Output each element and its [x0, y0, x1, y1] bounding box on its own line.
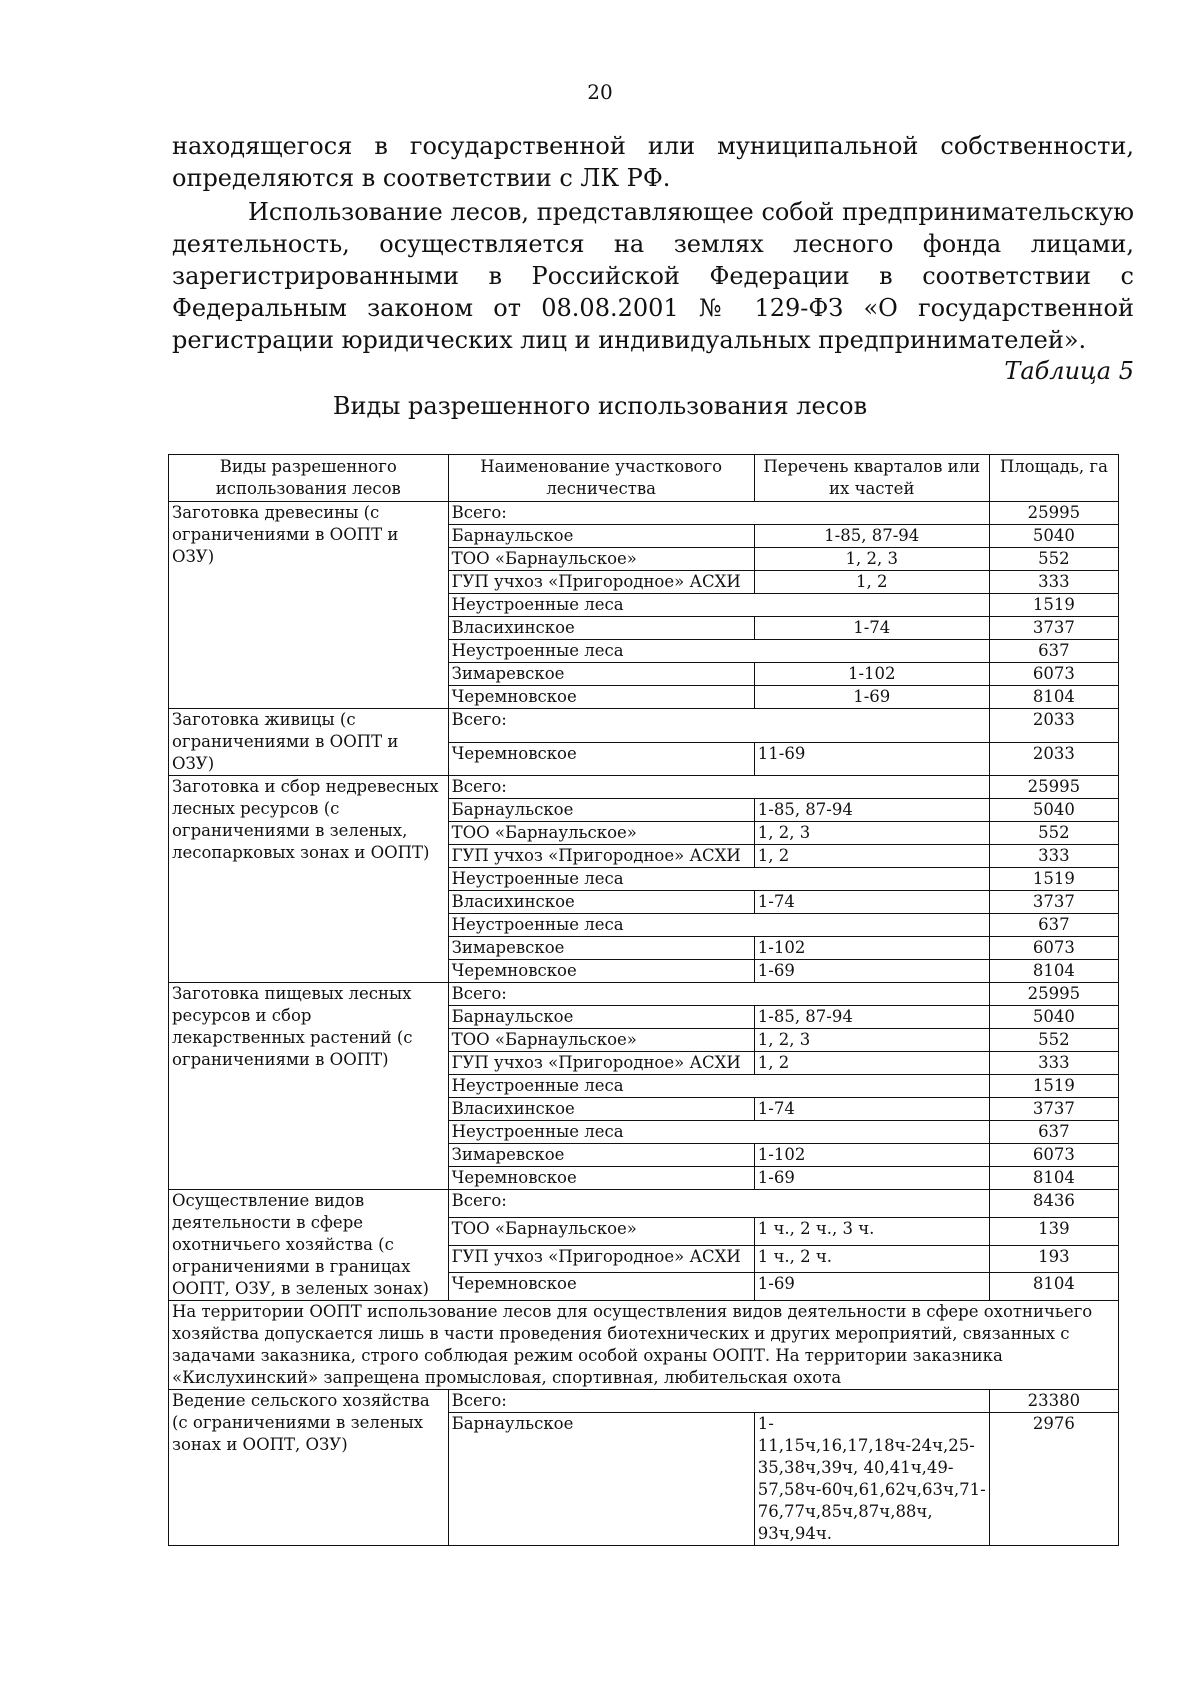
- forestry-name-cell: Барнаульское: [448, 525, 754, 548]
- quarters-cell: 1, 2, 3: [754, 822, 989, 845]
- table-row: [169, 776, 1119, 799]
- table-row: [169, 709, 1119, 743]
- area-cell: 8104: [989, 960, 1118, 983]
- area-cell: 2033: [989, 742, 1118, 776]
- use-type-cell: Заготовка пищевых лесных ресурсов и сбор лекарственных растений (с ограничениями в ООПТ): [169, 983, 449, 1190]
- forestry-name-cell: ТОО «Барнаульское»: [448, 1217, 754, 1245]
- area-cell: 6073: [989, 937, 1118, 960]
- area-cell: 1519: [989, 1075, 1118, 1098]
- area-cell: 637: [989, 1121, 1118, 1144]
- use-type-cell: Заготовка и сбор недревесных лесных ресурсов (с ограничениями в зеленых, лесопарковых зонах и ООПТ): [169, 776, 449, 983]
- use-type-cell: Заготовка живицы (с ограничениями в ООПТ и ОЗУ): [169, 709, 449, 776]
- quarters-cell: 1, 2: [754, 845, 989, 868]
- use-type-cell: Осуществление видов деятельности в сфере охотничьего хозяйства (с ограничениями в границах ООПТ, ОЗУ, в зеленых зонах): [169, 1190, 449, 1301]
- forestry-name-cell: Барнаульское: [448, 1413, 754, 1546]
- area-cell: 139: [989, 1217, 1118, 1245]
- area-cell: 333: [989, 845, 1118, 868]
- quarters-cell: 1-102: [754, 937, 989, 960]
- forestry-name-cell: Неустроенные леса: [448, 868, 989, 891]
- forestry-name-cell: Всего:: [448, 776, 989, 799]
- table-row: [169, 502, 1119, 525]
- header-area: Площадь, га: [989, 455, 1118, 502]
- quarters-cell: 1-102: [754, 1144, 989, 1167]
- forestry-name-cell: Неустроенные леса: [448, 1075, 989, 1098]
- forestry-name-cell: Барнаульское: [448, 1006, 754, 1029]
- forestry-name-cell: ГУП учхоз «Пригородное» АСХИ: [448, 1052, 754, 1075]
- area-cell: 333: [989, 1052, 1118, 1075]
- area-cell: 333: [989, 571, 1118, 594]
- area-cell: 6073: [989, 1144, 1118, 1167]
- forestry-name-cell: Всего:: [448, 983, 989, 1006]
- header-forestry: Наименование участкового лесничества: [448, 455, 754, 502]
- header-quarters: Перечень кварталов или их частей: [754, 455, 989, 502]
- area-cell: 6073: [989, 663, 1118, 686]
- quarters-cell: 1 ч., 2 ч.: [754, 1245, 989, 1273]
- quarters-cell: 1-69: [754, 960, 989, 983]
- forestry-name-cell: ГУП учхоз «Пригородное» АСХИ: [448, 1245, 754, 1273]
- forestry-name-cell: ТОО «Барнаульское»: [448, 1029, 754, 1052]
- forest-use-table: [168, 454, 1119, 1546]
- quarters-cell: 1-69: [754, 686, 989, 709]
- area-cell: 3737: [989, 891, 1118, 914]
- quarters-cell: 1, 2: [754, 571, 989, 594]
- area-cell: 3737: [989, 1098, 1118, 1121]
- area-cell: 637: [989, 640, 1118, 663]
- table-title: Виды разрешенного использования лесов: [332, 392, 868, 420]
- paragraph-continuation: находящегося в государственной или муниципальной собственности, определяются в соответствии с ЛК РФ.: [172, 132, 1134, 192]
- forestry-name-cell: Власихинское: [448, 617, 754, 640]
- area-cell: 2976: [989, 1413, 1118, 1546]
- quarters-cell: 1-74: [754, 617, 989, 640]
- quarters-cell: 1-69: [754, 1167, 989, 1190]
- forestry-name-cell: Всего:: [448, 1390, 989, 1413]
- forestry-name-cell: Зимаревское: [448, 937, 754, 960]
- area-cell: 552: [989, 548, 1118, 571]
- forestry-name-cell: Черемновское: [448, 1273, 754, 1301]
- forestry-name-cell: Всего:: [448, 709, 989, 743]
- note-cell: На территории ООПТ использование лесов для осуществления видов деятельности в сфере охотничьего хозяйства допускается лишь в части проведения биотехнических и других мероприятий, связанных с задачами заказника, строго соблюдая режим особой охраны ООПТ. На территории заказника «Кислухинский» запрещена промысловая, спортивная, любительская охота: [169, 1301, 1119, 1390]
- forestry-name-cell: Неустроенные леса: [448, 914, 989, 937]
- table-row: [169, 1190, 1119, 1218]
- area-cell: 552: [989, 1029, 1118, 1052]
- forestry-name-cell: Барнаульское: [448, 799, 754, 822]
- forestry-name-cell: Зимаревское: [448, 1144, 754, 1167]
- forestry-name-cell: Неустроенные леса: [448, 1121, 989, 1144]
- header-use-type: Виды разрешенного использования лесов: [169, 455, 449, 502]
- forestry-name-cell: Власихинское: [448, 891, 754, 914]
- forestry-name-cell: Черемновское: [448, 1167, 754, 1190]
- note-row: [169, 1301, 1119, 1390]
- area-cell: 2033: [989, 709, 1118, 743]
- area-cell: 25995: [989, 776, 1118, 799]
- area-cell: 5040: [989, 799, 1118, 822]
- area-cell: 5040: [989, 525, 1118, 548]
- forestry-name-cell: ГУП учхоз «Пригородное» АСХИ: [448, 571, 754, 594]
- quarters-cell: 1-85, 87-94: [754, 799, 989, 822]
- use-type-cell: Ведение сельского хозяйства (с ограничениями в зеленых зонах и ООПТ, ОЗУ): [169, 1390, 449, 1546]
- area-cell: 637: [989, 914, 1118, 937]
- area-cell: 23380: [989, 1390, 1118, 1413]
- quarters-cell: 11-69: [754, 742, 989, 776]
- area-cell: 25995: [989, 502, 1118, 525]
- quarters-cell: 1-85, 87-94: [754, 525, 989, 548]
- quarters-cell: 1-74: [754, 891, 989, 914]
- table-header-row: [169, 455, 1119, 502]
- table-caption: Таблица 5: [1004, 357, 1134, 385]
- forestry-name-cell: Всего:: [448, 1190, 989, 1218]
- forestry-name-cell: Черемновское: [448, 686, 754, 709]
- paragraph-forest-use: Использование лесов, представляющее собой предпринимательскую деятельность, осуществляется на землях лесного фонда лицами, зарегистрированными в Российской Федерации в соответствии с Федеральным законом от 08.08.2001 № 129-ФЗ «О государственной регистрации юридических лиц и индивидуальных предпринимателей».: [172, 198, 1134, 354]
- area-cell: 1519: [989, 868, 1118, 891]
- area-cell: 5040: [989, 1006, 1118, 1029]
- quarters-cell: 1, 2: [754, 1052, 989, 1075]
- page-number: 20: [587, 80, 613, 104]
- quarters-cell: 1 ч., 2 ч., 3 ч.: [754, 1217, 989, 1245]
- quarters-cell: 1-11,15ч,16,17,18ч-24ч,25-35,38ч,39ч, 40,41ч,49-57,58ч-60ч,61,62ч,63ч,71-76,77ч,85ч,87ч,88ч, 93ч,94ч.: [754, 1413, 989, 1546]
- area-cell: 193: [989, 1245, 1118, 1273]
- quarters-cell: 1-85, 87-94: [754, 1006, 989, 1029]
- area-cell: 8436: [989, 1190, 1118, 1218]
- forestry-name-cell: Всего:: [448, 502, 989, 525]
- area-cell: 25995: [989, 983, 1118, 1006]
- forestry-name-cell: Власихинское: [448, 1098, 754, 1121]
- table-row: [169, 983, 1119, 1006]
- quarters-cell: 1, 2, 3: [754, 1029, 989, 1052]
- area-cell: 8104: [989, 1167, 1118, 1190]
- area-cell: 552: [989, 822, 1118, 845]
- forestry-name-cell: Черемновское: [448, 960, 754, 983]
- quarters-cell: 1-102: [754, 663, 989, 686]
- quarters-cell: 1-74: [754, 1098, 989, 1121]
- area-cell: 8104: [989, 686, 1118, 709]
- area-cell: 1519: [989, 594, 1118, 617]
- area-cell: 8104: [989, 1273, 1118, 1301]
- table-row: [169, 1390, 1119, 1413]
- use-type-cell: Заготовка древесины (с ограничениями в ООПТ и ОЗУ): [169, 502, 449, 709]
- quarters-cell: 1-69: [754, 1273, 989, 1301]
- quarters-cell: 1, 2, 3: [754, 548, 989, 571]
- forestry-name-cell: ТОО «Барнаульское»: [448, 548, 754, 571]
- area-cell: 3737: [989, 617, 1118, 640]
- table-body: [169, 502, 1119, 1546]
- forestry-name-cell: Зимаревское: [448, 663, 754, 686]
- forestry-name-cell: Черемновское: [448, 742, 754, 776]
- forestry-name-cell: ГУП учхоз «Пригородное» АСХИ: [448, 845, 754, 868]
- forestry-name-cell: ТОО «Барнаульское»: [448, 822, 754, 845]
- forestry-name-cell: Неустроенные леса: [448, 640, 989, 663]
- forestry-name-cell: Неустроенные леса: [448, 594, 989, 617]
